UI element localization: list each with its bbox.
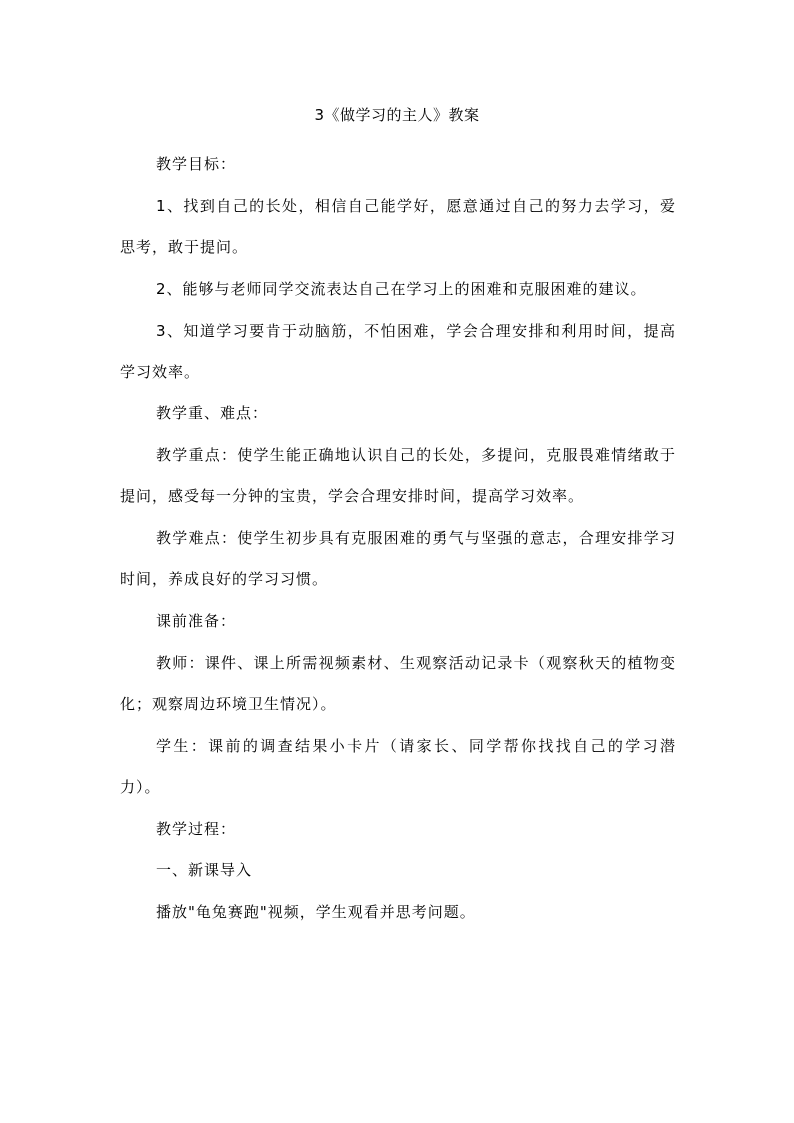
student-preparation: 学生：课前的调查结果小卡片（请家长、同学帮你找找自己的学习潜力）。 — [120, 736, 676, 796]
section-heading-process: 教学过程： — [156, 819, 237, 838]
teacher-preparation: 教师：课件、课上所需视频素材、生观察活动记录卡（观察秋天的植物变化；观察周边环境卫生情况）。 — [120, 653, 676, 713]
objective-2: 2、能够与老师同学交流表达自己在学习上的困难和克服困难的建议。 — [156, 279, 647, 298]
difficult-point-paragraph: 教学难点：使学生初步具有克服困难的勇气与坚强的意志，合理安排学习时间，养成良好的学习习惯。 — [120, 529, 676, 589]
key-point-paragraph: 教学重点：使学生能正确地认识自己的长处，多提问，克服畏难情绪敢于提问，感受每一分钟的宝贵，学会合理安排时间，提高学习效率。 — [120, 446, 676, 506]
document-title: 3《做学习的主人》教案 — [314, 106, 480, 124]
process-step-1-text: 播放"龟兔赛跑"视频，学生观看并思考问题。 — [156, 903, 476, 922]
section-heading-preparation: 课前准备： — [156, 611, 237, 630]
section-heading-objectives: 教学目标： — [156, 155, 237, 173]
document-body — [120, 144, 676, 934]
section-heading-key-points: 教学重、难点： — [156, 404, 269, 423]
objective-1: 1、找到自己的长处，相信自己能学好，愿意通过自己的努力去学习，爱思考，敢于提问。 — [120, 196, 676, 256]
objective-3: 3、知道学习要肯于动脑筋，不怕困难，学会合理安排和利用时间，提高学习效率。 — [120, 321, 676, 381]
process-step-1-heading: 一、新课导入 — [156, 861, 253, 880]
